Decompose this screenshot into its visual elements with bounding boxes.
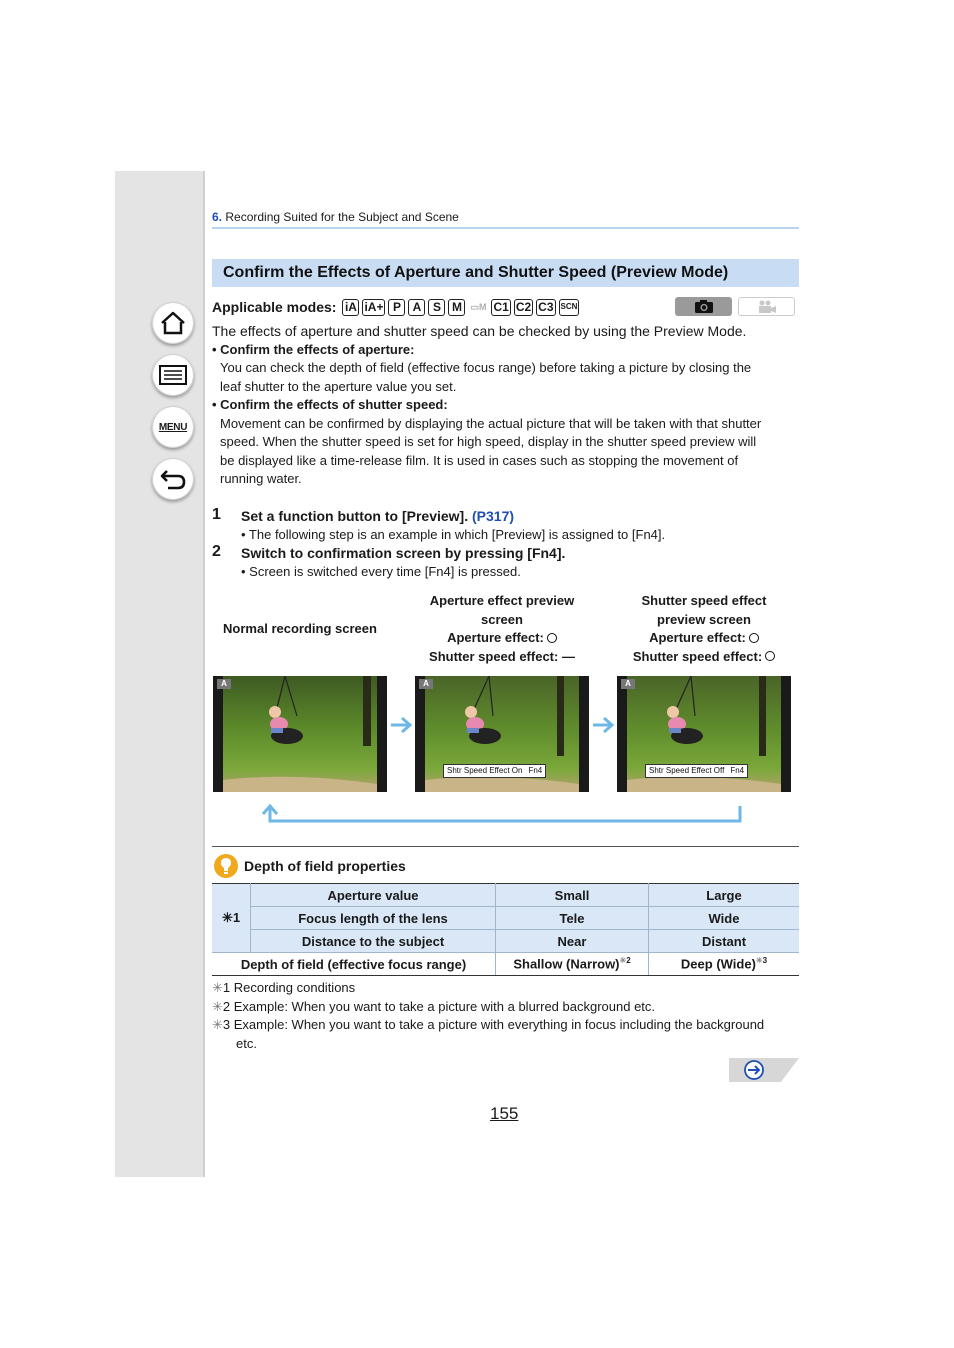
mode-icon: C2	[515, 300, 532, 314]
sidebar	[115, 171, 205, 1177]
chapter-divider	[212, 227, 799, 229]
mode-icon: ▭M	[470, 301, 487, 312]
photo-mode-tab	[675, 297, 732, 316]
aperture-heading: • Confirm the effects of aperture:	[212, 342, 415, 357]
section-title: Confirm the Effects of Aperture and Shutter Speed (Preview Mode)	[212, 259, 799, 287]
swing-photo	[213, 676, 387, 792]
back-button[interactable]	[152, 458, 194, 500]
mode-icon: C1	[493, 300, 509, 314]
condition-marker: ✳1	[212, 884, 251, 953]
mode-tag: A	[419, 679, 433, 689]
table-row	[212, 884, 799, 907]
step-number: 2	[212, 543, 221, 560]
menu-label: MENU	[158, 421, 188, 433]
heading-line: preview screen	[657, 611, 751, 627]
footnote-ref: ✳3	[755, 956, 768, 966]
lightbulb-icon	[213, 853, 239, 879]
aperture-preview-heading	[412, 592, 592, 666]
step-title-text: Set a function button to [Preview].	[241, 508, 469, 524]
circle-icon	[547, 633, 557, 643]
camera-icon	[694, 299, 714, 314]
table-cell: Small	[496, 884, 649, 907]
footnote	[212, 1016, 764, 1035]
modes-label: Applicable modes:	[212, 299, 337, 315]
mode-icon: C3	[538, 300, 554, 314]
mode-icon: S	[428, 299, 445, 316]
mode-icon: M	[448, 299, 465, 316]
table-cell: Large	[649, 884, 800, 907]
shutter-preview-heading	[614, 592, 794, 666]
video-mode-tab	[738, 297, 795, 316]
table-cell: Focus length of the lens	[251, 907, 496, 930]
step-note: • Screen is switched every time [Fn4] is pressed.	[241, 564, 521, 579]
step-number: 1	[212, 506, 221, 523]
video-camera-icon	[757, 299, 777, 314]
aperture-line: You can check the depth of field (effective focus range) before taking a picture by closing the	[220, 360, 752, 375]
overlay-text: Shtr Speed Effect On	[447, 766, 523, 775]
footnote-mark: ✳	[212, 980, 223, 995]
shutter-line: Movement can be confirmed by displaying the actual picture that will be taken with that shutter	[220, 416, 762, 431]
footnote-ref-number: 3	[762, 956, 768, 966]
table-row	[212, 953, 799, 976]
footnote-text: 1 Recording conditions	[222, 980, 356, 995]
heading-line: Shutter speed effect: —	[429, 648, 575, 664]
result-small: Shallow (Narrow)	[513, 956, 620, 972]
table-row	[212, 907, 799, 930]
heading-line-text: Aperture effect:	[447, 630, 544, 645]
circle-icon	[765, 651, 775, 661]
heading-line: Shutter speed effect	[641, 593, 767, 608]
normal-screen-heading: Normal recording screen	[223, 621, 377, 636]
chapter-title: Recording Suited for the Subject and Scene	[225, 210, 459, 224]
intro-text: The effects of aperture and shutter speed can be checked by using the Preview Mode.	[212, 323, 747, 339]
table-cell: Wide	[649, 907, 800, 930]
home-icon	[160, 311, 186, 335]
depth-of-field-table	[212, 883, 799, 976]
overlay-text: Shtr Speed Effect Off	[649, 766, 725, 775]
page-number: 155	[490, 1104, 519, 1123]
footnote	[212, 979, 355, 998]
shutter-line: speed. When the shutter speed is set for high speed, display in the shutter speed preview will	[220, 434, 757, 449]
step-title	[241, 508, 514, 524]
table-cell: Distance to the subject	[251, 930, 496, 953]
footnote-mark: ✳	[212, 999, 223, 1014]
heading-line	[412, 629, 592, 648]
footnote-ref-number: 2	[626, 956, 631, 966]
home-button[interactable]	[152, 302, 194, 344]
heading-line: Aperture effect preview	[429, 593, 575, 608]
table-cell: Aperture value	[251, 884, 496, 907]
aperture-line: leaf shutter to the aperture value you set.	[220, 379, 457, 394]
footnote-ref: ✳2	[619, 956, 631, 966]
footnote-mark: ✳	[212, 1017, 223, 1032]
table-cell	[649, 953, 800, 976]
chapter-number: 6.	[212, 210, 223, 224]
aperture-preview-screen	[415, 676, 589, 792]
mode-icon: iA	[342, 299, 359, 316]
footnote-text: etc.	[236, 1036, 257, 1051]
table-cell: Tele	[496, 907, 649, 930]
mode-icon: SCN	[559, 299, 580, 316]
table-cell	[496, 953, 649, 976]
heading-line	[614, 629, 794, 648]
tip-divider	[212, 846, 799, 847]
shutter-effect-off-label	[645, 764, 748, 778]
shutter-effect-on-label	[443, 764, 546, 778]
circle-icon	[749, 633, 759, 643]
contents-button[interactable]	[152, 354, 194, 396]
shutter-preview-screen	[617, 676, 791, 792]
heading-line-text: Shutter speed effect:	[632, 648, 763, 664]
normal-recording-screen	[213, 676, 387, 792]
page-reference-link[interactable]: (P317)	[472, 508, 515, 524]
step-note: • The following step is an example in which [Preview] is assigned to [Fn4].	[241, 527, 666, 542]
right-arrow-icon	[389, 716, 413, 734]
result-large: Deep (Wide)	[680, 956, 756, 972]
heading-line-text: Aperture effect:	[649, 630, 746, 645]
mode-tag: A	[621, 679, 635, 689]
mode-tag: A	[217, 679, 231, 689]
mode-icon: A	[408, 299, 425, 316]
table-row	[212, 930, 799, 953]
heading-line: screen	[481, 611, 523, 627]
tip-title: Depth of field properties	[244, 858, 406, 874]
next-page-button[interactable]	[729, 1058, 799, 1082]
mode-icon: P	[388, 299, 405, 316]
loop-back-arrow-icon	[262, 804, 744, 826]
footnote	[212, 998, 655, 1017]
heading-line	[614, 648, 794, 667]
applicable-modes	[212, 297, 582, 317]
table-cell: Depth of field (effective focus range)	[212, 953, 496, 976]
step-title: Switch to confirmation screen by pressing [Fn4].	[241, 545, 566, 561]
return-icon	[159, 467, 187, 491]
fn-key-label: Fn4	[730, 766, 745, 775]
menu-button[interactable]	[152, 406, 194, 448]
shutter-heading: • Confirm the effects of shutter speed:	[212, 397, 448, 412]
mode-icon: iA+	[364, 300, 384, 314]
shutter-line: running water.	[220, 471, 302, 486]
list-icon	[159, 365, 187, 385]
footnote-text: 2 Example: When you want to take a picture with a blurred background etc.	[222, 999, 656, 1014]
fn-key-label: Fn4	[528, 766, 543, 775]
right-arrow-icon	[591, 716, 615, 734]
chapter-breadcrumb	[212, 210, 459, 224]
table-cell: Distant	[649, 930, 800, 953]
footnote-text: 3 Example: When you want to take a picture with everything in focus including the background	[222, 1017, 765, 1032]
footnote	[236, 1035, 257, 1054]
shutter-line: be displayed like a time-release film. It is used in cases such as stopping the movement of	[220, 453, 739, 468]
table-cell: Near	[496, 930, 649, 953]
